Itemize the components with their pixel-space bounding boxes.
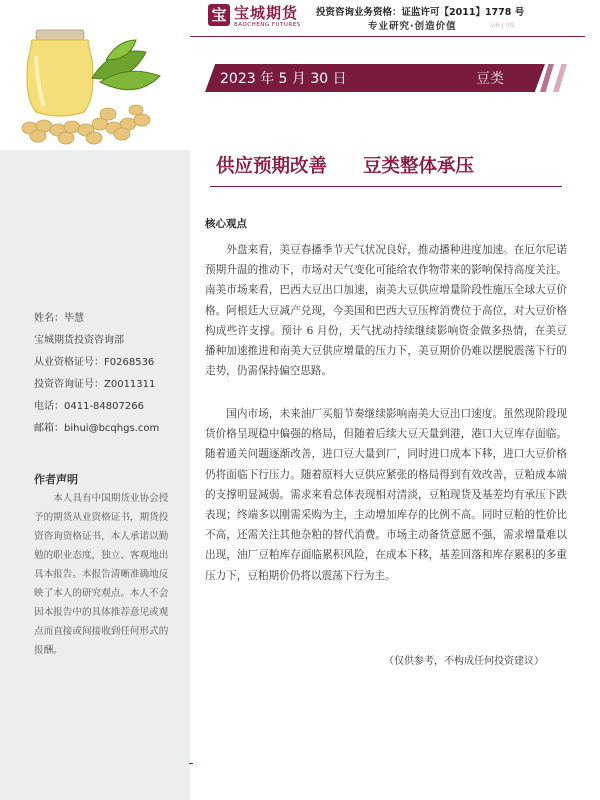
header-divider [190,36,585,37]
page-tick [189,763,193,764]
declaration-heading: 作者声明 [34,473,78,486]
section-heading: 核心观点 [205,218,247,230]
paragraph-foreign-market: 外盘来看，美豆春播季节天气状况良好，推动播种进度加速。在厄尔尼诺预期升温的推动下，市场对天气变化可能给农作物带来的影响保持高度关注。南美市场来看，巴西大豆出口加速，南美大豆供应增量阶段性施压全球大豆价格。阿根廷大豆减产兑现，今美国和巴西大豆压榨消费位于高位，对大豆价格构成些许支撑。预计 6 月份，天气扰动持续继续影响资金做多热情，在美豆播种加速推进和南美大豆供应增量的压力下，美豆期价仍难以摆脱震荡下行的走势，仍需保持偏空思路。 [205,244,567,378]
logo-english-name: BAOCHENG FUTURES [234,22,301,28]
title-sub: 豆类整体承压 [363,156,475,177]
paragraph-domestic-market: 国内市场，未来油厂买船节奏继续影响南美大豆出口速度。虽然现阶段现货价格呈现稳中偏强的格局，但随着后续大豆天量到港，港口大豆库存面临。随着通关问题逐渐改善，进口豆大量到厂，同时进口成本下移，进口大豆价格仍将面临下行压力。随着原料大豆供应紧张的格局得到有效改善，豆粕成本端的支撑明显减弱。需求来看总体表现相对清淡，豆粕现货及基差均有承压下跌表现；终端多以刚需采购为主，主动增加库存的比例不高。同时豆粕的性价比不高，还需关注其他杂粕的替代消费。市场主动备货意愿不强，需求增量难以出现，油厂豆粕库存面临累积风险，在成本下移，基差回落和库存累积的多重压力下，豆粕期价仍将以震荡下行为主。 [205,408,567,582]
left-sidebar [0,0,190,800]
author-email[interactable]: 邮箱：bihui@bcqhgs.com [34,423,160,434]
baocheng-logo-icon: 宝 [208,4,230,26]
declaration-text: 本人具有中国期货业协会授予的期货从业资格证书，期货投资咨询资格证书，本人承诺以勤勉的职业态度，独立、客观地出具本报告。本报告清晰准确地反映了本人的研究观点。本人不会因本报告中的具体推荐意见或观点而直接或间接收到任何形式的报酬。 [34,493,169,656]
logo-chinese-name: 宝城期货 [234,4,299,22]
author-name: 姓名：毕慧 [34,313,84,324]
baocheng-logo [208,2,308,34]
header-faint-mark: 品种 | 月报 [490,23,515,29]
author-qualification: 从业资格证号：F0268536 [34,357,155,368]
report-date: 2023 年 5 月 30 日 [220,71,347,87]
soybean-oil-photo [0,0,190,150]
license-text: 投资咨询业务资格：证监许可【2011】1778 号 [316,7,525,18]
title-main: 供应预期改善 [216,156,328,177]
banner-stripe [553,64,567,92]
author-phone: 电话：0411-84807266 [34,401,144,412]
slogan-text: 专业研究·创造价值 [368,21,457,32]
author-consult-cert: 投资咨询证号：Z0011311 [34,379,156,390]
author-org: 宝城期货投资咨询部 [34,335,124,346]
author-info [34,308,184,440]
disclaimer: （仅供参考，不构成任何投资建议） [384,656,544,667]
title-divider [210,186,562,187]
report-title [216,152,510,178]
soybean-oil-illustration [0,0,190,150]
report-category: 豆类 [476,71,504,87]
